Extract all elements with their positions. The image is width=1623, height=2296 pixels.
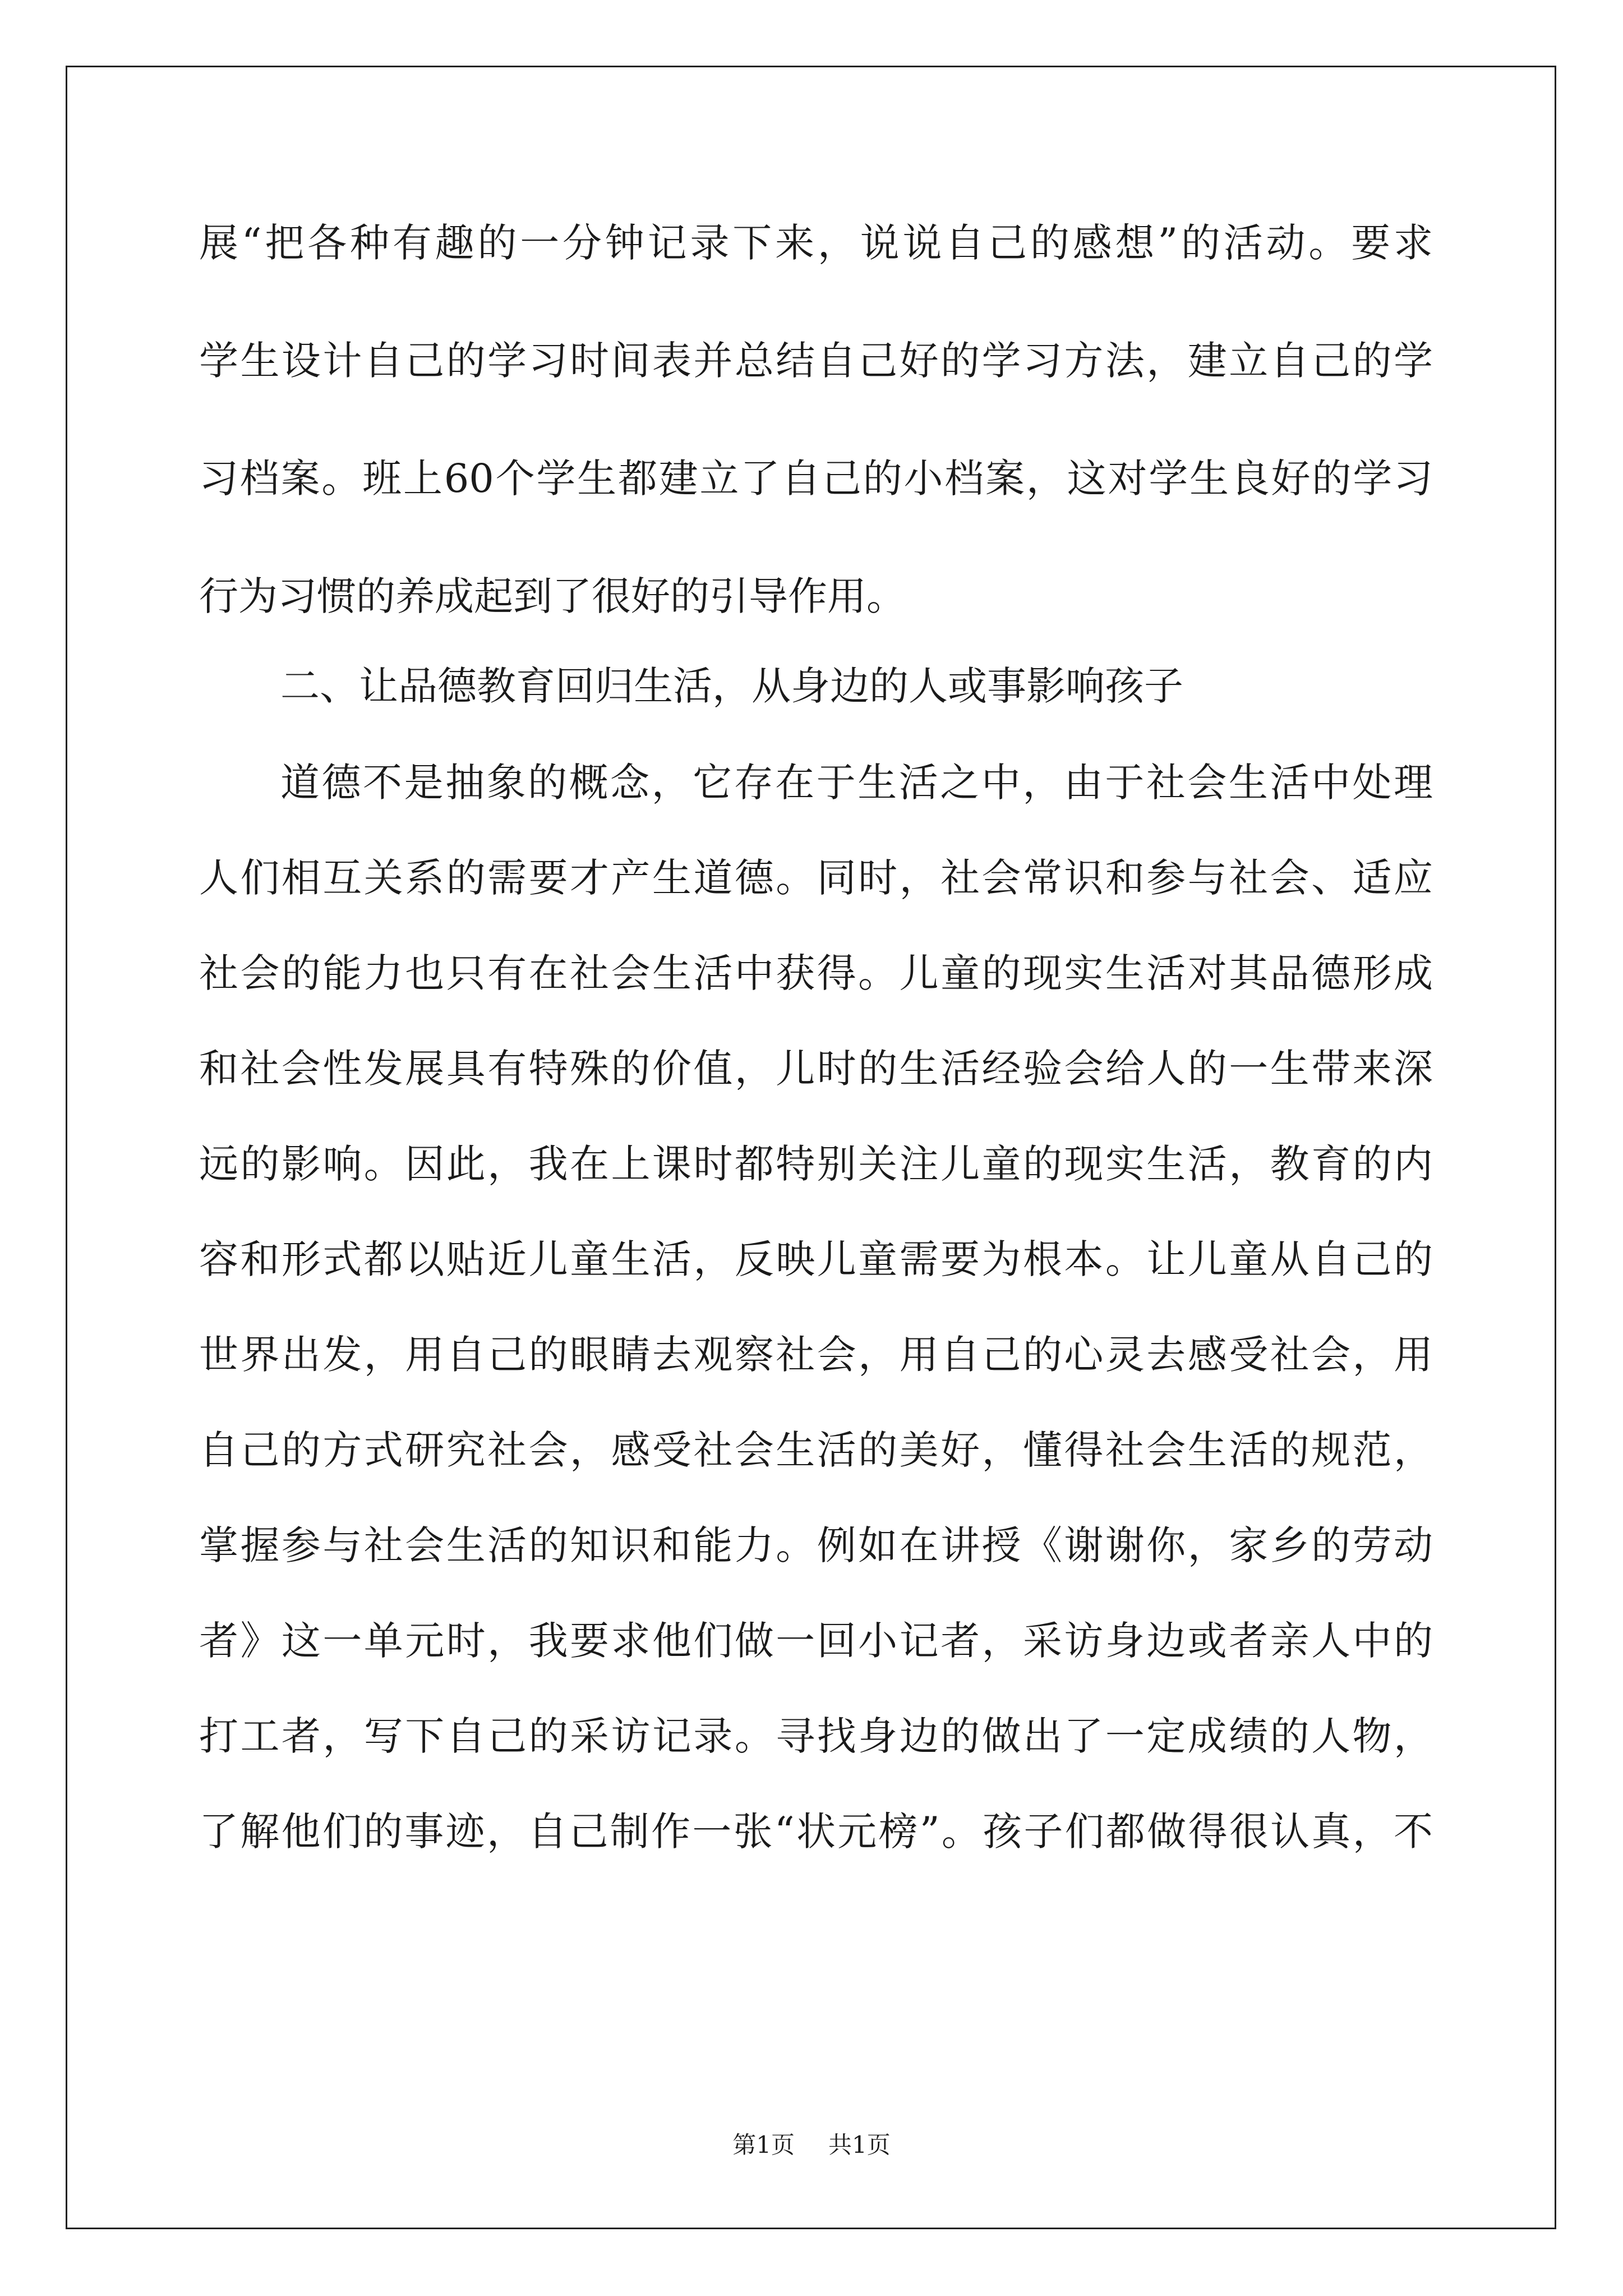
page-footer <box>0 2133 1623 2157</box>
page-number: 第1页 <box>732 2131 795 2159</box>
text-line: 学生设计自己的学习时间表并总结自己好的学习方法，建立自己的学 <box>199 338 1433 384</box>
text-line: 自己的方式研究社会，感受社会生活的美好，懂得社会生活的规范， <box>199 1427 1433 1473</box>
text-line: 掌握参与社会生活的知识和能力。例如在讲授《谢谢你，家乡的劳动 <box>199 1522 1433 1568</box>
text-line: 展“把各种有趣的一分钟记录下来，说说自己的感想”的活动。要求 <box>199 220 1433 266</box>
page-total: 共1页 <box>828 2131 891 2159</box>
text-line: 社会的能力也只有在社会生活中获得。儿童的现实生活对其品德形成 <box>199 950 1433 996</box>
text-line: 和社会性发展具有特殊的价值，儿时的生活经验会给人的一生带来深 <box>199 1046 1433 1092</box>
text-line: 行为习惯的养成起到了很好的引导作用。 <box>199 573 906 619</box>
text-line: 人们相互关系的需要才产生道德。同时，社会常识和参与社会、适应 <box>199 855 1433 901</box>
text-line: 远的影响。因此，我在上课时都特别关注儿童的现实生活，教育的内 <box>199 1141 1433 1187</box>
text-line: 道德不是抽象的概念，它存在于生活之中，由于社会生活中处理 <box>280 760 1433 806</box>
text-line: 打工者，写下自己的采访记录。寻找身边的做出了一定成绩的人物， <box>199 1713 1433 1759</box>
section-heading: 二、让品德教育回归生活，从身边的人或事影响孩子 <box>280 663 1183 709</box>
text-line: 习档案。班上60个学生都建立了自己的小档案，这对学生良好的学习 <box>199 455 1433 501</box>
text-line: 世界出发，用自己的眼睛去观察社会，用自己的心灵去感受社会，用 <box>199 1332 1433 1378</box>
text-line: 容和形式都以贴近儿童生活，反映儿童需要为根本。让儿童从自己的 <box>199 1236 1433 1282</box>
text-line: 了解他们的事迹，自己制作一张“状元榜”。孩子们都做得很认真，不 <box>199 1809 1433 1855</box>
text-line: 者》这一单元时，我要求他们做一回小记者，采访身边或者亲人中的 <box>199 1618 1433 1664</box>
